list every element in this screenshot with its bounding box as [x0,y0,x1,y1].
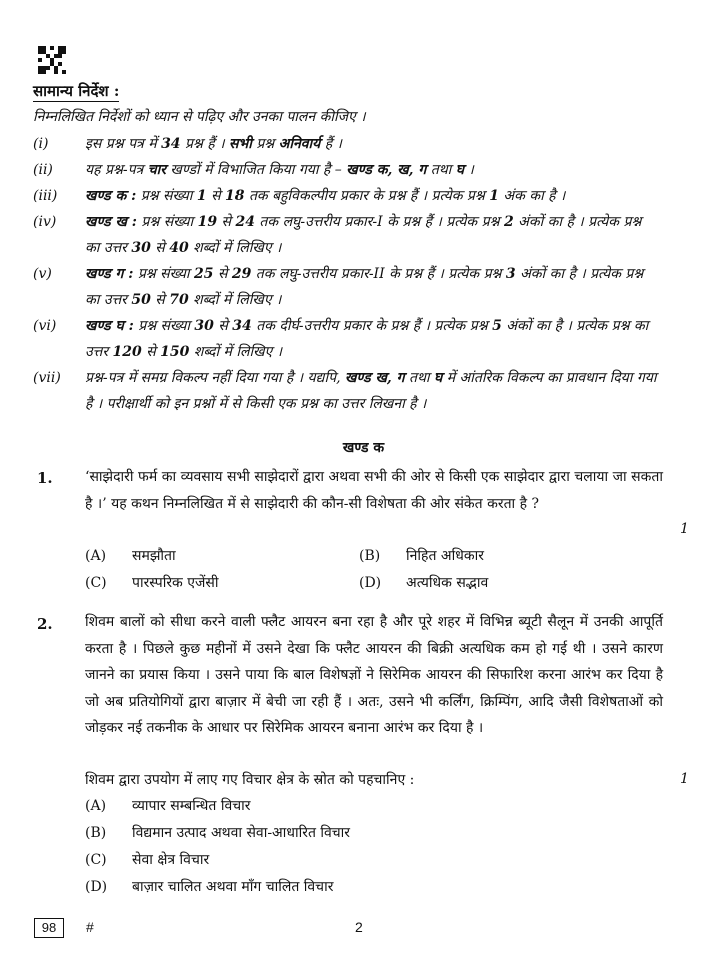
instruction-text: यह प्रश्न-पत्र चार खण्डों में विभाजित किया गया है – खण्ड क, ख, ग तथा घ । [85,162,474,178]
paper-code-box: 98 [34,918,64,938]
question-2-option-a: (A) व्यापार सम्बन्धित विचार [85,798,251,814]
instruction-number: (vi) [33,318,57,334]
question-1-text: ‘साझेदारी फर्म का व्यवसाय सभी साझेदारों द्वारा अथवा सभी की ओर से किसी एक साझेदार द्वारा चलाया जा सकता है ।’ यह कथन निम्नलिखित में से साझेदारी की कौन-सी विशेषता की ओर संकेत करता है ? [85,469,663,512]
instruction-text: खण्ड ग : प्रश्न संख्या 25 से 29 तक लघु-उत्तरीय प्रकार-II के प्रश्न हैं । प्रत्येक प्रश्न 3 अंकों का है । प्रत्येक प्रश्न का उत्तर 50 से 70 शब्दों में लिखिए । [85,266,644,308]
footer-hash: # [86,919,94,935]
instruction-item [0,183,727,209]
instruction-number: (iv) [33,214,57,230]
instruction-number: (v) [33,266,52,282]
question-2-option-d: (D) बाज़ार चालित अथवा माँग चालित विचार [85,879,334,895]
question-1-marks: 1 [680,521,689,537]
question-1-option-a: (A) समझौता [85,548,176,564]
section-title: खण्ड क [342,440,385,456]
instruction-number: (ii) [33,162,53,178]
question-1-option-b: (B) निहित अधिकार [359,548,484,564]
question-2-prompt: शिवम द्वारा उपयोग में लाए गए विचार क्षेत्र के स्रोत को पहचानिए : [85,772,415,788]
instruction-text: खण्ड क : प्रश्न संख्या 1 से 18 तक बहुविकल्पीय प्रकार के प्रश्न हैं । प्रत्येक प्रश्न 1 अंक का है । [85,188,566,204]
instruction-item [0,157,727,183]
question-1-option-d: (D) अत्यधिक सद्भाव [359,575,489,591]
question-2-option-b: (B) विद्यमान उत्पाद अथवा सेवा-आधारित विचार [85,825,351,841]
instructions-heading: सामान्य निर्देश : [33,82,120,100]
instruction-number: (i) [33,136,49,152]
instruction-text: खण्ड घ : प्रश्न संख्या 30 से 34 तक दीर्घ-उत्तरीय प्रकार के प्रश्न हैं । प्रत्येक प्रश्न 5 अंकों का है । प्रत्येक प्रश्न का उत्तर 120 से 150 शब्दों में लिखिए । [85,318,649,360]
page-number: 2 [355,919,363,935]
instruction-item [0,209,727,261]
question-2-number: 2. [37,615,53,633]
instruction-item [0,261,727,313]
question-1-option-c: (C) पारस्परिक एजेंसी [85,575,219,591]
instruction-number: (vii) [33,370,61,386]
instructions-intro: निम्नलिखित निर्देशों को ध्यान से पढ़िए और उनका पालन कीजिए । [33,109,366,125]
instruction-text: खण्ड ख : प्रश्न संख्या 19 से 24 तक लघु-उत्तरीय प्रकार-I के प्रश्न हैं । प्रत्येक प्रश्न 2 अंकों का है । प्रत्येक प्रश्न का उत्तर 30 से 40 शब्दों में लिखिए । [85,214,642,256]
instruction-item [0,313,727,365]
instruction-number: (iii) [33,188,58,204]
question-1-number: 1. [37,469,53,487]
question-2-text: शिवम बालों को सीधा करने वाली फ्लैट आयरन बना रहा है और पूरे शहर में विभिन्न ब्यूटी सैलून में उनकी आपूर्ति करता है । पिछले कुछ महीनों में उसने देखा कि फ्लैट आयरन की बिक्री अत्यधिक कम हो गई थी । उसने कारण जानने का प्रयास किया । उसने पाया कि बाल विशेषज्ञों ने सिरेमिक आयरन की सिफारिश करना आरंभ कर दिया है जो अब प्रतियोगियों द्वारा बाज़ार में बेची जा रही हैं । अतः, उसने भी कर्लिंग, क्रिम्पिंग, आदि जैसी विशेषताओं को जोड़कर नई तकनीक के आधार पर सिरेमिक आयरन बनाना आरंभ कर दिया है । [85,614,663,736]
instruction-text: प्रश्न-पत्र में समग्र विकल्प नहीं दिया गया है । यद्यपि, खण्ड ख, ग तथा घ में आंतरिक विकल्प का प्रावधान दिया गया है । परीक्षार्थी को इन प्रश्नों में से किसी एक प्रश्न का उत्तर लिखना है । [85,370,657,412]
instruction-item [0,365,727,417]
question-2-marks: 1 [680,771,689,787]
qr-code-icon [38,46,66,74]
instruction-item [0,131,727,157]
instruction-text: इस प्रश्न पत्र में 34 प्रश्न हैं । सभी प्रश्न अनिवार्य हैं । [85,136,342,152]
question-2-option-c: (C) सेवा क्षेत्र विचार [85,852,210,868]
